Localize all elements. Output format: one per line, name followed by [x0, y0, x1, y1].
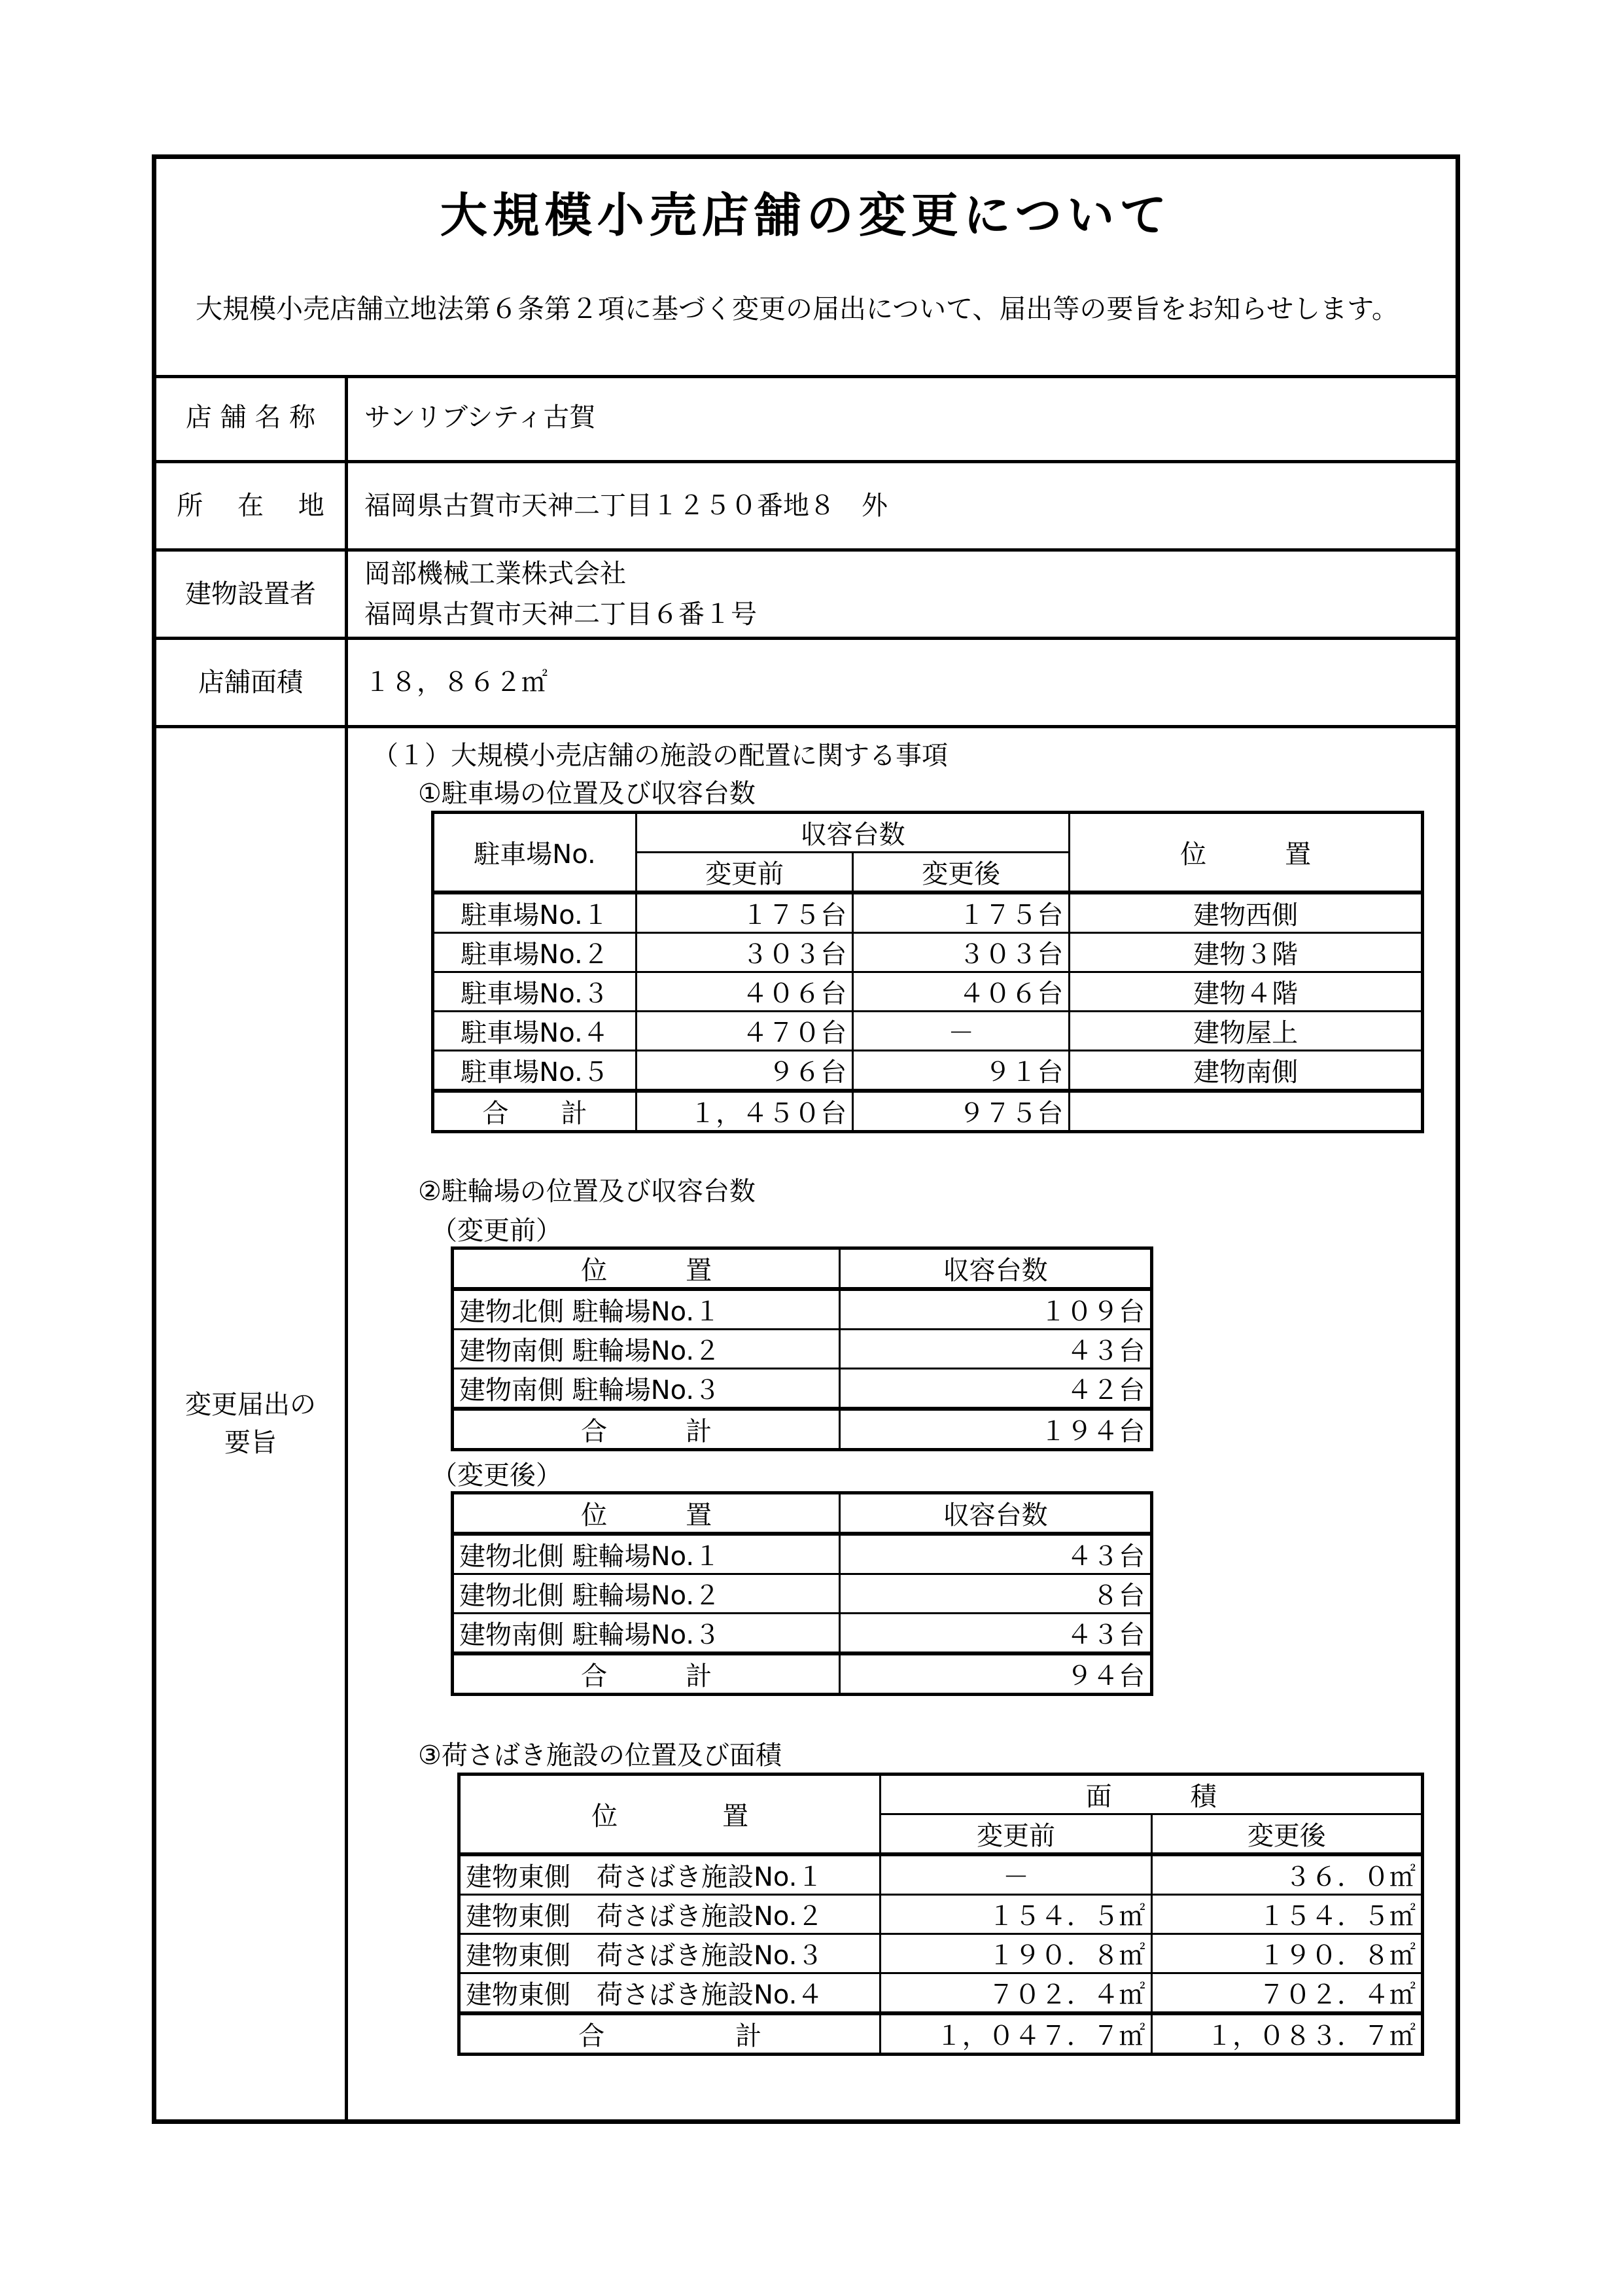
table-row: 建物北側 駐輪場No.２ ８台: [453, 1574, 1152, 1614]
builder-label: 建物設置者: [156, 552, 348, 637]
parking-header-no: 駐車場No.: [433, 813, 637, 893]
floor-area-row: [156, 640, 1456, 728]
parking-total-row: 合 計 １，４５０台 ９７５台: [433, 1091, 1423, 1132]
table-row: 建物南側 駐輪場No.２ ４３台: [453, 1330, 1152, 1369]
floor-area-value: １８，８６２㎡: [364, 667, 548, 698]
table-row: 建物東側 荷さばき施設No.３ １９０．８㎡ １９０．８㎡: [459, 1934, 1423, 1973]
table-row: 駐車場No.４ ４７０台 － 建物屋上: [433, 1012, 1423, 1051]
loading-header-before: 変更前: [881, 1814, 1151, 1855]
table-row: 建物南側 駐輪場No.３ ４２台: [453, 1369, 1152, 1409]
intro-text: 大規模小売店舗立地法第６条第２項に基づく変更の届出について、届出等の要旨をお知らせします。: [196, 293, 1399, 325]
location-value: 福岡県古賀市天神二丁目１２５０番地８ 外: [364, 491, 888, 521]
builder-company: 岡部機械工業株式会社: [364, 559, 626, 589]
parking-header-after: 変更後: [853, 853, 1070, 893]
table-row: 建物北側 駐輪場No.１ ４３台: [453, 1534, 1152, 1574]
document-title: 大規模小売店舗の変更について: [440, 188, 1172, 243]
table-row: 建物南側 駐輪場No.３ ４３台: [453, 1614, 1152, 1654]
loading-heading: ③荷さばき施設の位置及び面積: [418, 1740, 782, 1771]
location-row: [156, 463, 1456, 552]
builder-row: [156, 552, 1456, 640]
table-row: 駐車場No.５ ９６台 ９１台 建物南側: [433, 1051, 1423, 1091]
loading-total-row: 合 計 １，０４７．７㎡ １，０８３．７㎡: [459, 2013, 1423, 2055]
table-row: 駐車場No.２ ３０３台 ３０３台 建物３階: [433, 933, 1423, 972]
store-name-label: 店 舗 名 称: [156, 375, 348, 460]
bicycle-header-position: 位 置: [453, 1248, 840, 1290]
parking-header-capacity: 収容台数: [637, 813, 1070, 853]
change-summary-row: [156, 728, 1456, 2119]
parking-table: [431, 811, 1424, 1133]
table-row: 駐車場No.３ ４０６台 ４０６台 建物４階: [433, 972, 1423, 1012]
bicycle-after-label: （変更後）: [431, 1460, 562, 1491]
bicycle-after-total-row: 合 計 ９４台: [453, 1653, 1152, 1695]
table-row: 建物東側 荷さばき施設No.２ １５４．５㎡ １５４．５㎡: [459, 1895, 1423, 1934]
notice-document: [152, 154, 1460, 2124]
bicycle-heading: ②駐輪場の位置及び収容台数: [418, 1176, 756, 1207]
loading-header-after: 変更後: [1151, 1814, 1422, 1855]
parking-heading: ①駐車場の位置及び収容台数: [418, 779, 756, 809]
change-summary-label: 変更届出の 要旨: [156, 728, 348, 2119]
table-row: 建物北側 駐輪場No.１ １０９台: [453, 1289, 1152, 1330]
loading-table: [457, 1773, 1424, 2056]
parking-header-position: 位 置: [1070, 813, 1423, 893]
table-row: 建物東側 荷さばき施設No.１ － ３６．０㎡: [459, 1854, 1423, 1895]
location-label: 所 在 地: [156, 463, 348, 548]
store-name-row: [156, 375, 1456, 463]
document-header: [156, 159, 1456, 378]
loading-header-position: 位 置: [459, 1775, 881, 1855]
table-row: 駐車場No.１ １７５台 １７５台 建物西側: [433, 892, 1423, 933]
bicycle-before-total-row: 合 計 １９４台: [453, 1409, 1152, 1450]
table-row: 建物東側 荷さばき施設No.４ ７０２．４㎡ ７０２．４㎡: [459, 1973, 1423, 2014]
loading-header-area: 面 積: [881, 1775, 1423, 1814]
parking-header-before: 変更前: [637, 853, 853, 893]
floor-area-label: 店舗面積: [156, 640, 348, 725]
builder-address: 福岡県古賀市天神二丁目６番１号: [364, 599, 757, 629]
section-heading: （１）大規模小売店舗の施設の配置に関する事項: [372, 741, 948, 771]
bicycle-header-capacity: 収容台数: [840, 1248, 1152, 1290]
bicycle-before-table: [451, 1246, 1153, 1451]
bicycle-after-table: 位 置 収容台数 建物北側 駐輪場No.１ ４３台 建物北側 駐輪場No.２ ８台 建物南側 駐輪場No.３ ４３台 合 計 ９４台: [451, 1491, 1153, 1696]
bicycle-before-label: （変更前）: [431, 1216, 562, 1246]
store-name-value: サンリブシティ古賀: [364, 402, 596, 433]
